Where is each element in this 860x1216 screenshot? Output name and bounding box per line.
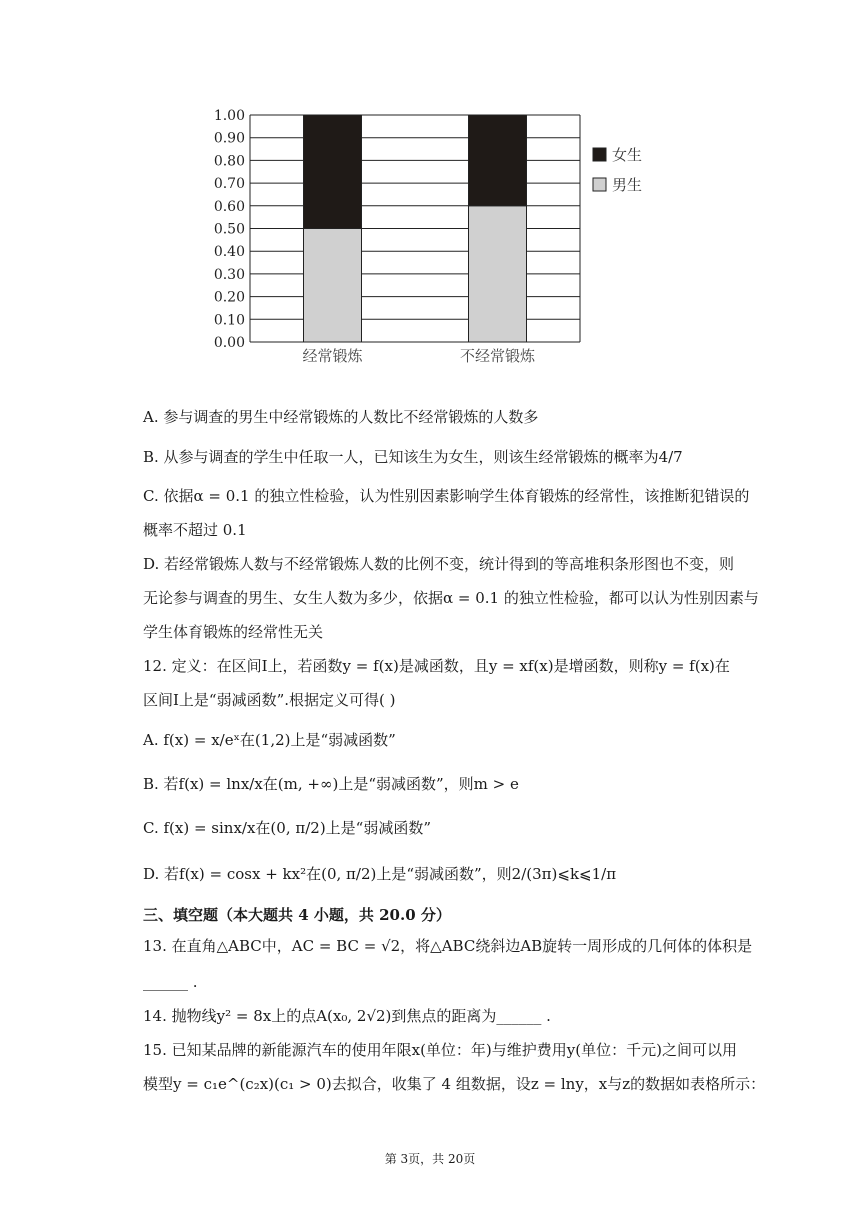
- y-tick-label: 0.20: [213, 289, 245, 306]
- question-12-text: 12. 定义：在区间I上，若函数y = f(x)是减函数，且y = xf(x)是增函数，则称y = f(x)在: [143, 657, 730, 675]
- option-a-text: A. 参与调查的男生中经常锻炼的人数比不经常锻炼的人数多: [143, 408, 539, 426]
- legend-label: 女生: [612, 146, 643, 164]
- bar-female-2: [469, 115, 527, 206]
- y-tick-label: 0.40: [213, 244, 245, 261]
- option-c-text: C. 依据α = 0.1 的独立性检验，认为性别因素影响学生体育锻炼的经常性，该推断犯错误的: [143, 487, 750, 505]
- x-category-label: 经常锻炼: [302, 347, 363, 365]
- x-category-label: 不经常锻炼: [459, 347, 536, 365]
- question-13-text: 13. 在直角△ABC中，AC = BC = √2，将△ABC绕斜边AB旋转一周形成的几何体的体积是: [143, 937, 753, 955]
- page-footer: 第 3页，共 20页: [384, 1152, 476, 1166]
- option-c-text-cont: 概率不超过 0.1: [143, 521, 247, 539]
- q12-option-c: C. f(x) = sinx/x在(0, π/2)上是“弱减函数”: [143, 819, 432, 837]
- bar-female-1: [304, 115, 362, 229]
- bar-male-1: [304, 229, 362, 343]
- option-d-text-cont2: 学生体育锻炼的经常性无关: [143, 623, 324, 641]
- y-tick-label: 0.10: [213, 312, 245, 329]
- legend-swatch: [593, 178, 606, 191]
- y-tick-label: 0.70: [213, 176, 245, 193]
- y-tick-label: 0.90: [213, 130, 245, 147]
- y-tick-label: 0.00: [213, 335, 245, 351]
- option-d-text-cont: 无论参与调查的男生、女生人数为多少，依据α = 0.1 的独立性检验，都可以认为性别因素与: [143, 589, 759, 607]
- q12-option-b: B. 若f(x) = lnx/x在(m, +∞)上是“弱减函数”，则m > e: [143, 775, 519, 793]
- legend-swatch: [593, 148, 606, 161]
- y-tick-label: 0.30: [213, 266, 245, 283]
- option-d-text: D. 若经常锻炼人数与不经常锻炼人数的比例不变，统计得到的等高堆积条形图也不变，则: [143, 555, 735, 573]
- question-15-text: 15. 已知某品牌的新能源汽车的使用年限x(单位：年)与维护费用y(单位：千元)之间可以用: [143, 1041, 737, 1059]
- option-b-text: B. 从参与调查的学生中任取一人，已知该生为女生，则该生经常锻炼的概率为4/7: [143, 448, 683, 466]
- question-15-text-cont: 模型y = c₁e^(c₂x)(c₁ > 0)去拟合，收集了 4 组数据，设z = lny，x与z的数据如表格所示：: [143, 1075, 766, 1093]
- y-tick-label: 0.50: [213, 221, 245, 238]
- question-14-text: 14. 抛物线y² = 8x上的点A(x₀, 2√2)到焦点的距离为______ .: [143, 1007, 551, 1025]
- question-12-text-cont: 区间I上是“弱减函数”.根据定义可得( ): [143, 691, 396, 709]
- y-tick-label: 0.60: [213, 198, 245, 215]
- section-heading: 三、填空题（本大题共 4 小题，共 20.0 分）: [143, 906, 451, 924]
- bar-male-2: [469, 206, 527, 342]
- q12-option-d: D. 若f(x) = cosx + kx²在(0, π/2)上是“弱减函数”，则2/(3π)⩽k⩽1/π: [143, 865, 617, 883]
- y-tick-label: 0.80: [213, 153, 245, 170]
- question-13-blank: ______ .: [143, 973, 198, 991]
- stacked-bar-chart: [205, 100, 685, 370]
- q12-option-a: A. f(x) = x/eˣ在(1,2)上是“弱减函数”: [143, 731, 396, 749]
- legend-label: 男生: [612, 176, 643, 194]
- y-tick-label: 1.00: [213, 108, 245, 124]
